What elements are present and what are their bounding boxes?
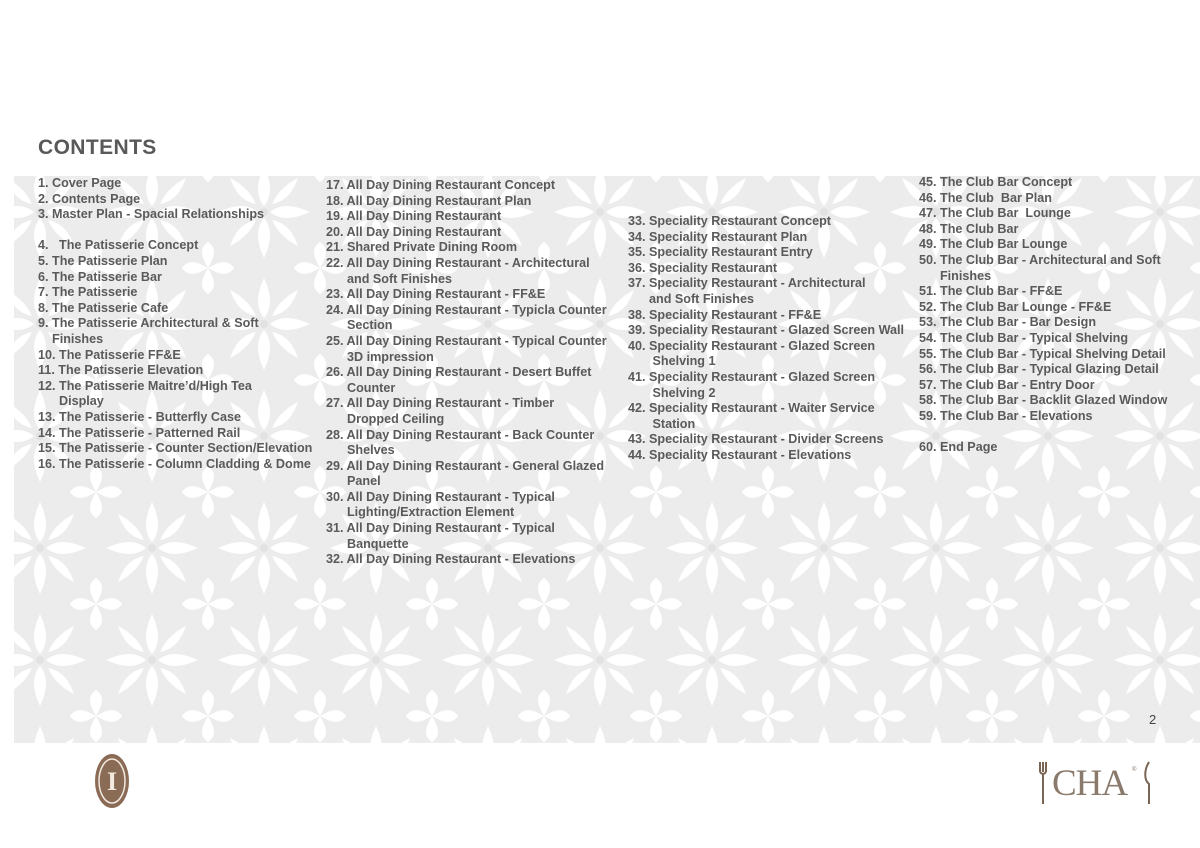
contents-entry: 56. The Club Bar - Typical Glazing Detail — [919, 362, 1159, 377]
brand-text: CHA — [1052, 763, 1128, 804]
contents-entry: 3. Master Plan - Spacial Relationships — [38, 207, 265, 222]
page-number: 2 — [1149, 712, 1157, 727]
contents-entry: Section — [326, 318, 393, 333]
contents-entry: 39. Speciality Restaurant - Glazed Screen Wall — [628, 323, 904, 338]
contents-column-3 — [628, 214, 904, 464]
contents-entry: 48. The Club Bar — [919, 221, 1019, 236]
contents-entry: 17. All Day Dining Restaurant Concept — [326, 178, 556, 192]
contents-entry: 21. Shared Private Dining Room — [326, 240, 518, 255]
contents-column-1 — [38, 176, 312, 472]
contents-entry: 4. The Patisserie Concept — [38, 238, 199, 253]
contents-entry: 29. All Day Dining Restaurant - General Glazed — [326, 458, 605, 473]
contents-entry: 10. The Patisserie FF&E — [38, 347, 181, 362]
contents-entry: Banquette — [326, 536, 409, 551]
contents-entry: 9. The Patisserie Architectural & Soft — [38, 316, 259, 331]
contents-entry: 41. Speciality Restaurant - Glazed Screen — [628, 369, 876, 384]
contents-entry: 54. The Club Bar - Typical Shelving — [919, 330, 1129, 345]
contents-entry: 19. All Day Dining Restaurant — [326, 209, 502, 224]
contents-entry: Panel — [326, 474, 381, 489]
contents-entry: 57. The Club Bar - Entry Door — [919, 377, 1095, 392]
contents-column-2 — [326, 178, 607, 568]
contents-entry: 3D impression — [326, 349, 434, 364]
contents-column-4 — [919, 175, 1167, 456]
contents-entry: 37. Speciality Restaurant - Architectural — [628, 276, 866, 291]
contents-spacer — [38, 223, 312, 239]
contents-entry: Counter — [326, 380, 396, 395]
contents-entry: 43. Speciality Restaurant - Divider Screens — [628, 432, 884, 447]
contents-entry: 59. The Club Bar - Elevations — [919, 408, 1093, 423]
contents-entry: 60. End Page — [919, 440, 998, 455]
contents-entry: and Soft Finishes — [628, 291, 754, 306]
contents-entry: 6. The Patisserie Bar — [38, 269, 162, 284]
contents-entry: 47. The Club Bar Lounge — [919, 206, 1071, 221]
contents-entry: 31. All Day Dining Restaurant - Typical — [326, 521, 555, 536]
contents-entry: 58. The Club Bar - Backlit Glazed Window — [919, 393, 1168, 408]
contents-entry: 15. The Patisserie - Counter Section/Elevation — [38, 441, 313, 456]
contents-entry: 28. All Day Dining Restaurant - Back Counter — [326, 427, 595, 442]
contents-entry: 51. The Club Bar - FF&E — [919, 284, 1063, 299]
contents-entry: 53. The Club Bar - Bar Design — [919, 315, 1097, 330]
contents-entry: 22. All Day Dining Restaurant - Architectural — [326, 255, 590, 270]
contents-entry: 45. The Club Bar Concept — [919, 175, 1073, 189]
contents-entry: Finishes — [919, 268, 992, 283]
contents-entry: 20. All Day Dining Restaurant — [326, 224, 502, 239]
contents-entry: 40. Speciality Restaurant - Glazed Screen — [628, 338, 876, 353]
contents-entry: 50. The Club Bar - Architectural and Soft — [919, 252, 1161, 267]
contents-entry: 16. The Patisserie - Column Cladding & Dome — [38, 456, 311, 471]
contents-entry: 26. All Day Dining Restaurant - Desert Buffet — [326, 365, 592, 380]
contents-spacer — [919, 425, 1167, 441]
contents-entry: 44. Speciality Restaurant - Elevations — [628, 447, 852, 462]
contents-entry: 23. All Day Dining Restaurant - FF&E — [326, 287, 546, 302]
contents-entry: and Soft Finishes — [326, 271, 452, 286]
contents-entry: 25. All Day Dining Restaurant - Typical Counter — [326, 333, 607, 348]
page-title: CONTENTS — [38, 136, 157, 159]
contents-entry: 11. The Patisserie Elevation — [38, 363, 204, 378]
contents-entry: Finishes — [38, 331, 104, 346]
contents-entry: 24. All Day Dining Restaurant - Typicla Counter — [326, 302, 607, 317]
contents-entry: 32. All Day Dining Restaurant - Elevations — [326, 552, 576, 567]
contents-entry: Shelving 2 — [628, 385, 716, 400]
contents-entry: 14. The Patisserie - Patterned Rail — [38, 425, 241, 440]
contents-entry: 12. The Patisserie Maitre’d/High Tea — [38, 378, 252, 393]
intercontinental-logo — [93, 752, 131, 810]
contents-entry: 27. All Day Dining Restaurant - Timber — [326, 396, 555, 411]
contents-entry: 18. All Day Dining Restaurant Plan — [326, 193, 532, 208]
contents-entry: 52. The Club Bar Lounge - FF&E — [919, 299, 1112, 314]
contents-entry: 8. The Patisserie Cafe — [38, 300, 169, 315]
contents-entry: 5. The Patisserie Plan — [38, 253, 168, 268]
contents-entry: 42. Speciality Restaurant - Waiter Service — [628, 401, 875, 416]
contents-entry: 49. The Club Bar Lounge — [919, 237, 1068, 252]
contents-entry: 36. Speciality Restaurant — [628, 260, 778, 275]
contents-entry: 35. Speciality Restaurant Entry — [628, 245, 813, 260]
contents-entry: Lighting/Extraction Element — [326, 505, 515, 520]
contents-entry: Dropped Ceiling — [326, 411, 445, 426]
contents-entry: Shelves — [326, 443, 395, 458]
contents-entry: Station — [628, 416, 696, 431]
contents-entry: 38. Speciality Restaurant - FF&E — [628, 307, 822, 322]
registered-mark: ® — [1132, 767, 1137, 773]
contents-entry: 13. The Patisserie - Butterfly Case — [38, 409, 241, 424]
contents-entry: 2. Contents Page — [38, 191, 141, 206]
contents-entry: 55. The Club Bar - Typical Shelving Detail — [919, 346, 1166, 361]
contents-entry: 46. The Club Bar Plan — [919, 190, 1052, 205]
contents-entry: Display — [38, 394, 104, 409]
contents-entry: 34. Speciality Restaurant Plan — [628, 229, 808, 244]
contents-entry: 30. All Day Dining Restaurant - Typical — [326, 489, 555, 504]
contents-entry: 33. Speciality Restaurant Concept — [628, 214, 831, 228]
contents-entry: 7. The Patisserie — [38, 285, 138, 300]
logo-letter: I — [106, 767, 118, 796]
contents-entry: Shelving 1 — [628, 354, 716, 369]
contents-entry: 1. Cover Page — [38, 176, 122, 190]
